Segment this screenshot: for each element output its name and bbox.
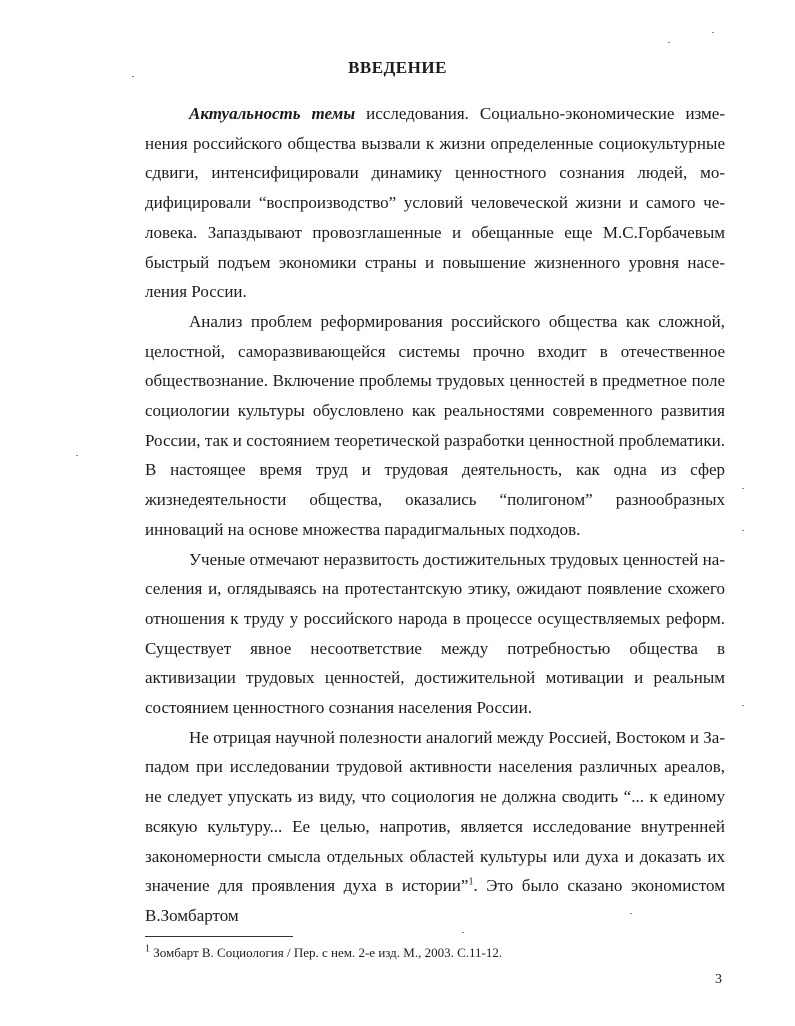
paragraph-2: Анализ проблем реформирования российского общества как сложной, целостной, саморазвивающейся системы прочно входит в отечественное обществознание. Включение проблемы трудовых ценностей в предметное поле социологии культуры обусловлено как реальностями современного развития России, так и состоянием теоретической разработки ценностной проблематики. В настоящее время труд и трудовая деятельность, как одна из сфер жизнедеятельности общества, оказались “полигоном” разнообразных инноваций на основе множества парадигмальных подходов. <box>145 311 725 539</box>
paragraph-4-tail: . Это было сказано экономистом В.Зомбартом <box>145 876 725 925</box>
footnote-mark: 1 <box>145 943 150 955</box>
scan-speck <box>132 76 134 77</box>
emphasized-lead: Актуальность темы <box>189 104 356 123</box>
paragraph-3: Ученые отмечают неразвитость достижительных трудовых ценностей населения и, оглядываясь на протестантскую этику, ожидают появление схожего отношения к труду у российского народа в процессе осуществляемых реформ. Существует явное несоответствие между потребностью общества в активизации трудовых ценностей, достижительной мотивации и реальным состоянием ценностного сознания населения России. <box>145 549 725 718</box>
scan-speck <box>742 705 744 706</box>
paragraph-4 <box>145 723 725 931</box>
scan-speck <box>742 488 744 489</box>
footnote-separator <box>145 936 293 937</box>
scan-speck <box>742 530 744 531</box>
paragraph-1 <box>145 99 725 307</box>
scan-speck <box>712 32 714 33</box>
body-text <box>145 99 725 931</box>
scan-speck <box>76 455 78 456</box>
scan-speck <box>462 932 464 933</box>
paragraph-1-text: исследования. Социально-экономические изменения российского общества вызвали к жизни определенные социокультурные сдвиги, интенсифицировали динамику ценностного сознания людей, модифицировали “воспроизводство” условий человеческой жизни и самого человека. Запаздывают провозглашенные и обещанные еще М.С.Горбачевым быстрый подъем экономики страны и повышение жизненного уровня населения России. <box>145 104 725 302</box>
scan-speck <box>630 913 632 914</box>
footnote <box>145 944 725 961</box>
footnote-reference: 1 <box>468 876 474 888</box>
page-title: ВВЕДЕНИЕ <box>348 58 447 77</box>
page-number: 3 <box>715 972 722 987</box>
paragraph-4-text: Не отрицая научной полезности аналогий между Россией, Востоком и Западом при исследовании трудовой активности населения различных ареалов, не следует упускать из виду, что социология не должна сводить “... к единому всякую культуру... Ее целью, напротив, является исследование внутренней закономерности смысла отдельных областей культуры или духа и доказать их значение для проявления духа в истории” <box>145 727 725 896</box>
footnote-text: Зомбарт В. Социология / Пер. с нем. 2-е изд. М., 2003. С.11-12. <box>150 945 503 960</box>
scan-speck <box>668 42 670 43</box>
